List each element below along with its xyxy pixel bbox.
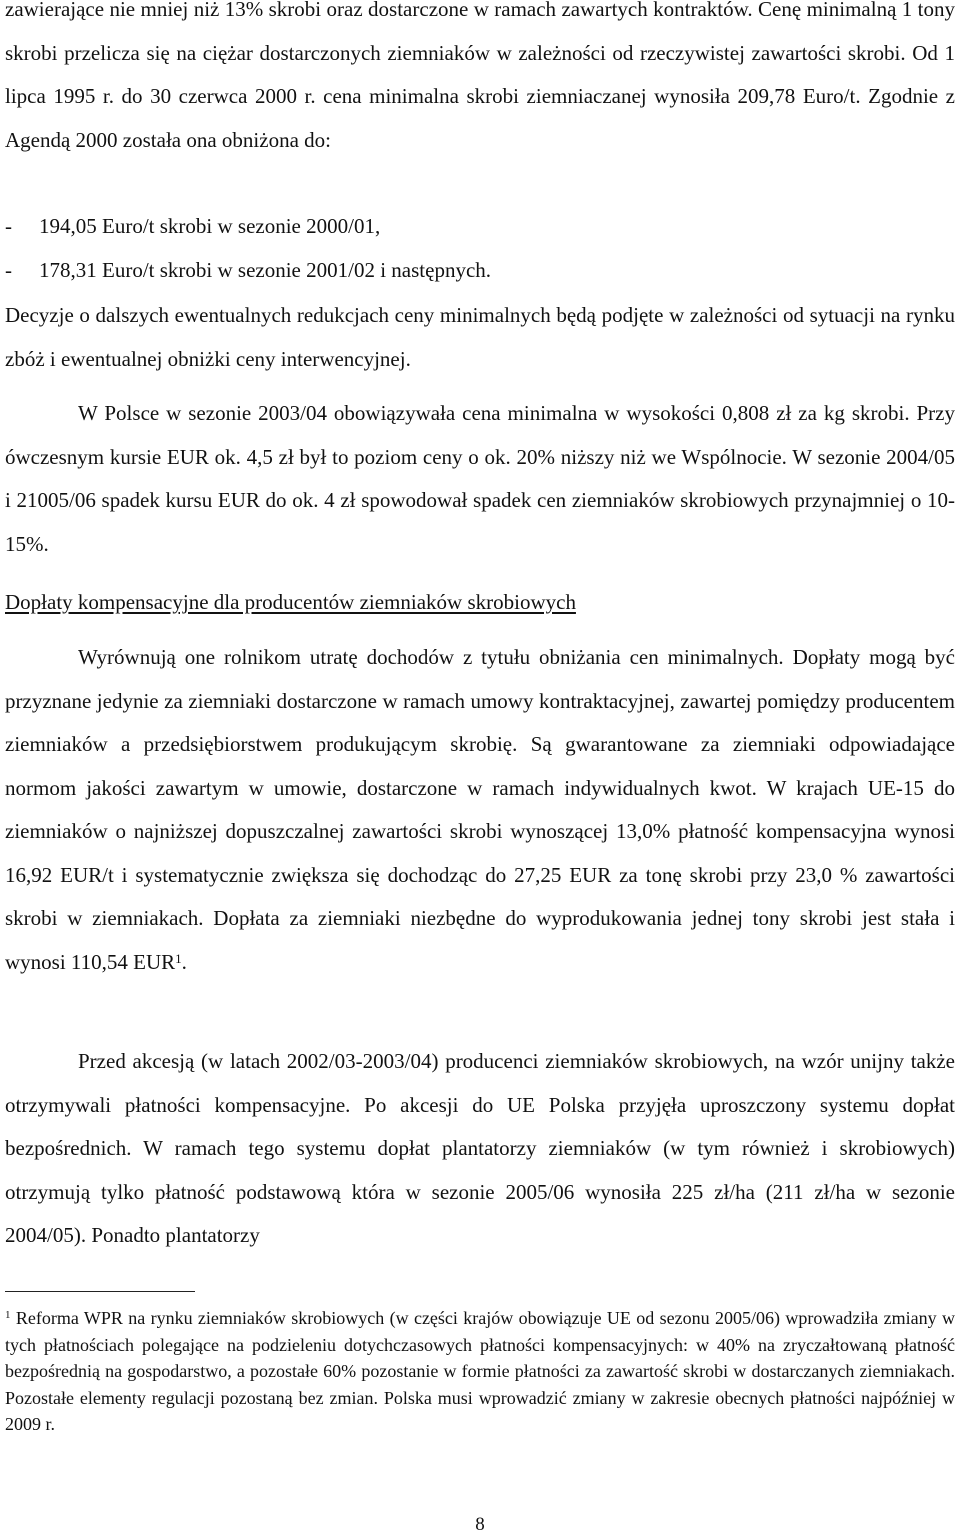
paragraph-end-punct: . [181, 949, 187, 974]
footnote-reference[interactable]: 1 [175, 950, 182, 966]
paragraph-text: Wyrównują one rolnikom utratę dochodów z tytułu obniżania cen minimalnych. Dopłaty mogą być przyznane jedynie za ziemniaki dostarczone w ramach umowy kontraktacyjnej, zawartej pomiędzy producentem ziemniaków a przedsiębiorstwem produkującym skrobię. Są gwarantowane za ziemniaki odpowiadające normom jakości zawartym w umowie, dostarczone w ramach indywidualnych kwot. W krajach UE-15 do ziemniaków o najniższej dopuszczalnej zawartości skrobi wynoszącej 13,0% płatność kompensacyjna wynosi 16,92 EUR/t i systematycznie zwiększa się dochodząc do 27,25 EUR za tonę skrobi przy 23,0 % zawartości skrobi w ziemniakach. Dopłata za ziemniaki niezbędne do wyprodukowania jednej tony skrobi jest stała i wynosi 110,54 EUR [5, 645, 955, 974]
page-number: 8 [475, 1514, 485, 1535]
paragraph-poland-prices: W Polsce w sezonie 2003/04 obowiązywała cena minimalna w wysokości 0,808 zł za kg skrobi. Przy ówczesnym kursie EUR ok. 4,5 zł był to poziom ceny o ok. 20% niższy niż we Wspólnocie. W sezonie 2004/05 i 21005/06 spadek kursu EUR do ok. 4 zł spowodował spadek cen ziemniaków skrobiowych przynajmniej o 10-15%. [5, 401, 955, 556]
paragraph-pre-accession: Przed akcesją (w latach 2002/03-2003/04) producenci ziemniaków skrobiowych, na wzór unijny także otrzymywali płatności kompensacyjne. Po akcesji do UE Polska przyjęła uproszczony systemu dopłat bezpośrednich. W ramach tego systemu dopłat plantatorzy ziemniaków (w tym również i skrobiowych) otrzymują tylko płatność podstawową która w sezonie 2005/06 wynosiła 225 zł/ha (211 zł/ha w sezonie 2004/05). Ponadto plantatorzy [5, 1049, 955, 1247]
list-item [5, 249, 905, 293]
paragraph-price-reduction-decisions: Decyzje o dalszych ewentualnych redukcjach ceny minimalnych będą podjęte w zależności od sytuacji na rynku zbóż i ewentualnej obniżki ceny interwencyjnej. [5, 303, 955, 371]
list-marker: - [5, 214, 12, 238]
paragraph-compensation-payments [5, 636, 955, 984]
list-item [5, 205, 905, 249]
list-item-text: 178,31 Euro/t skrobi w sezonie 2001/02 i następnych. [39, 258, 492, 282]
list-item-text: 194,05 Euro/t skrobi w sezonie 2000/01, [39, 214, 381, 238]
footnote-marker: 1 [5, 1309, 11, 1321]
list-marker: - [5, 258, 12, 282]
footnote-separator [5, 1291, 195, 1292]
footnote-text: Reforma WPR na rynku ziemniaków skrobiowych (w części krajów obowiązuje UE od sezonu 2005/06) wprowadziła zmiany w tych płatnościach polegające na podzieleniu dotychczasowych płatności kompensacyjnych: w 40% na zryczałtowaną płatność bezpośrednią na gospodarstwo, a pozostałe 60% pozostanie w formie płatności za zawartość skrobi w dostarczanych ziemniakach. Pozostałe elementy regulacji pozostaną bez zmian. Polska musi wprowadzić zmiany w zakresie obecnych płatności najpóźniej w 2009 r. [5, 1308, 955, 1434]
paragraph-starch-minimum-price: zawierające nie mniej niż 13% skrobi oraz dostarczone w ramach zawartych kontraktów. Cenę minimalną 1 tony skrobi przelicza się na ciężar dostarczonych ziemniaków w zależności od rzeczywistej zawartości skrobi. Od 1 lipca 1995 r. do 30 czerwca 2000 r. cena minimalna skrobi ziemniaczanej wynosiła 209,78 Euro/t. Zgodnie z Agendą 2000 została ona obniżona do: [5, 0, 955, 152]
section-heading: Dopłaty kompensacyjne dla producentów ziemniaków skrobiowych [5, 590, 576, 614]
footnote [5, 1305, 955, 1438]
